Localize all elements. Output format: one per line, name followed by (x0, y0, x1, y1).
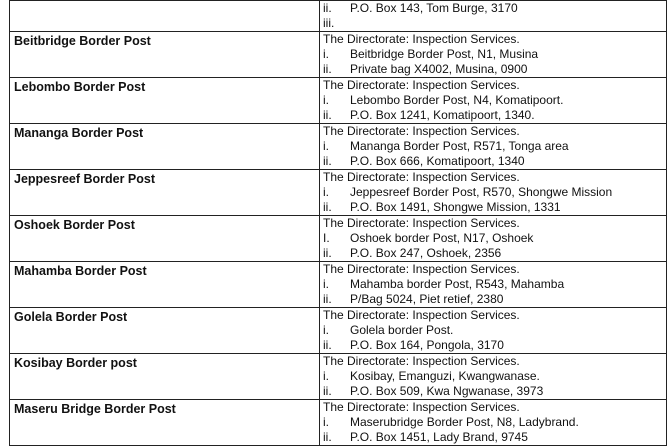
roman-numeral: ii. (323, 338, 332, 352)
roman-numeral: i. (323, 47, 329, 61)
address-text: Maserubridge Border Post, N8, Ladybrand. (350, 415, 579, 429)
address-text: Mahamba border Post, R543, Mahamba (350, 277, 565, 291)
border-post-name: Kosibay Border post (10, 354, 320, 400)
address-line (320, 246, 666, 261)
address-line (320, 1, 666, 16)
roman-numeral: i. (323, 323, 329, 337)
directorate-heading: The Directorate: Inspection Services. (323, 354, 520, 368)
roman-numeral: I. (323, 231, 330, 245)
roman-numeral: ii. (323, 292, 332, 306)
address-line (320, 154, 666, 169)
roman-numeral: ii. (323, 1, 332, 15)
directorate-heading: The Directorate: Inspection Services. (323, 308, 520, 322)
roman-numeral: ii. (323, 246, 332, 260)
roman-numeral: ii. (323, 430, 332, 444)
address-line (320, 338, 666, 353)
address-text: P/Bag 5024, Piet retief, 2380 (350, 292, 504, 306)
table-row (10, 400, 667, 446)
address-text: Oshoek border Post, N17, Oshoek (350, 231, 534, 245)
roman-numeral: i. (323, 277, 329, 291)
table-row (10, 354, 667, 400)
post-name-cell (10, 1, 320, 32)
address-line (320, 430, 666, 445)
address-line (320, 16, 666, 31)
table-row (10, 262, 667, 308)
address-cell (320, 124, 667, 170)
roman-numeral: ii. (323, 200, 332, 214)
border-post-name: Mahamba Border Post (10, 262, 320, 308)
address-line (320, 369, 666, 384)
address-cell (320, 400, 667, 446)
address-cell (320, 308, 667, 354)
roman-numeral: ii. (323, 384, 332, 398)
address-line (320, 292, 666, 307)
address-text: P.O. Box 143, Tom Burge, 3170 (350, 1, 518, 15)
directorate-heading: The Directorate: Inspection Services. (323, 78, 520, 92)
border-post-name: Beitbridge Border Post (10, 32, 320, 78)
address-cell (320, 216, 667, 262)
roman-numeral: ii. (323, 108, 332, 122)
address-text: Private bag X4002, Musina, 0900 (350, 62, 528, 76)
address-text: P.O. Box 1451, Lady Brand, 9745 (350, 430, 528, 444)
address-line (320, 277, 666, 292)
table-row (10, 124, 667, 170)
roman-numeral: ii. (323, 62, 332, 76)
address-text: P.O. Box 1491, Shongwe Mission, 1331 (350, 200, 561, 214)
address-text: P.O. Box 1241, Komatipoort, 1340. (350, 108, 535, 122)
address-text: Lebombo Border Post, N4, Komatipoort. (350, 93, 564, 107)
address-cell (320, 32, 667, 78)
roman-numeral: i. (323, 185, 329, 199)
roman-numeral: i. (323, 369, 329, 383)
address-line (320, 93, 666, 108)
directorate-heading: The Directorate: Inspection Services. (323, 32, 520, 46)
address-line (320, 415, 666, 430)
address-text: Kosibay, Emanguzi, Kwangwanase. (350, 369, 540, 383)
border-post-name: Mananga Border Post (10, 124, 320, 170)
directorate-heading: The Directorate: Inspection Services. (323, 262, 520, 276)
border-post-name: Jeppesreef Border Post (10, 170, 320, 216)
address-cell (320, 1, 667, 32)
border-post-name: Lebombo Border Post (10, 78, 320, 124)
address-text: Jeppesreef Border Post, R570, Shongwe Mission (350, 185, 613, 199)
border-posts-table (9, 0, 667, 446)
roman-numeral: ii. (323, 154, 332, 168)
address-cell (320, 78, 667, 124)
address-text: P.O. Box 164, Pongola, 3170 (350, 338, 504, 352)
address-line (320, 384, 666, 399)
address-line (320, 231, 666, 246)
address-text: P.O. Box 247, Oshoek, 2356 (350, 246, 502, 260)
table-row (10, 216, 667, 262)
address-cell (320, 262, 667, 308)
address-text: Beitbridge Border Post, N1, Musina (350, 47, 539, 61)
directorate-heading: The Directorate: Inspection Services. (323, 170, 520, 184)
border-post-name: Oshoek Border Post (10, 216, 320, 262)
address-line (320, 47, 666, 62)
address-text: Mananga Border Post, R571, Tonga area (350, 139, 569, 153)
roman-numeral: iii. (323, 16, 335, 30)
directorate-heading: The Directorate: Inspection Services. (323, 124, 520, 138)
directorate-heading: The Directorate: Inspection Services. (323, 400, 520, 414)
roman-numeral: i. (323, 139, 329, 153)
border-post-name: Maseru Bridge Border Post (10, 400, 320, 446)
roman-numeral: i. (323, 93, 329, 107)
table-row (10, 32, 667, 78)
address-line (320, 108, 666, 123)
address-line (320, 323, 666, 338)
address-cell (320, 170, 667, 216)
table-row (10, 78, 667, 124)
address-line (320, 185, 666, 200)
address-line (320, 139, 666, 154)
address-text: Golela border Post. (350, 323, 454, 337)
directorate-heading: The Directorate: Inspection Services. (323, 216, 520, 230)
address-cell (320, 354, 667, 400)
table-row (10, 170, 667, 216)
table-row (10, 308, 667, 354)
address-text: P.O. Box 666, Komatipoort, 1340 (350, 154, 525, 168)
address-text: P.O. Box 509, Kwa Ngwanase, 3973 (350, 384, 544, 398)
address-line (320, 62, 666, 77)
border-post-name: Golela Border Post (10, 308, 320, 354)
table-row-continuation (10, 1, 667, 32)
address-line (320, 200, 666, 215)
roman-numeral: i. (323, 415, 329, 429)
table-body (10, 1, 667, 446)
